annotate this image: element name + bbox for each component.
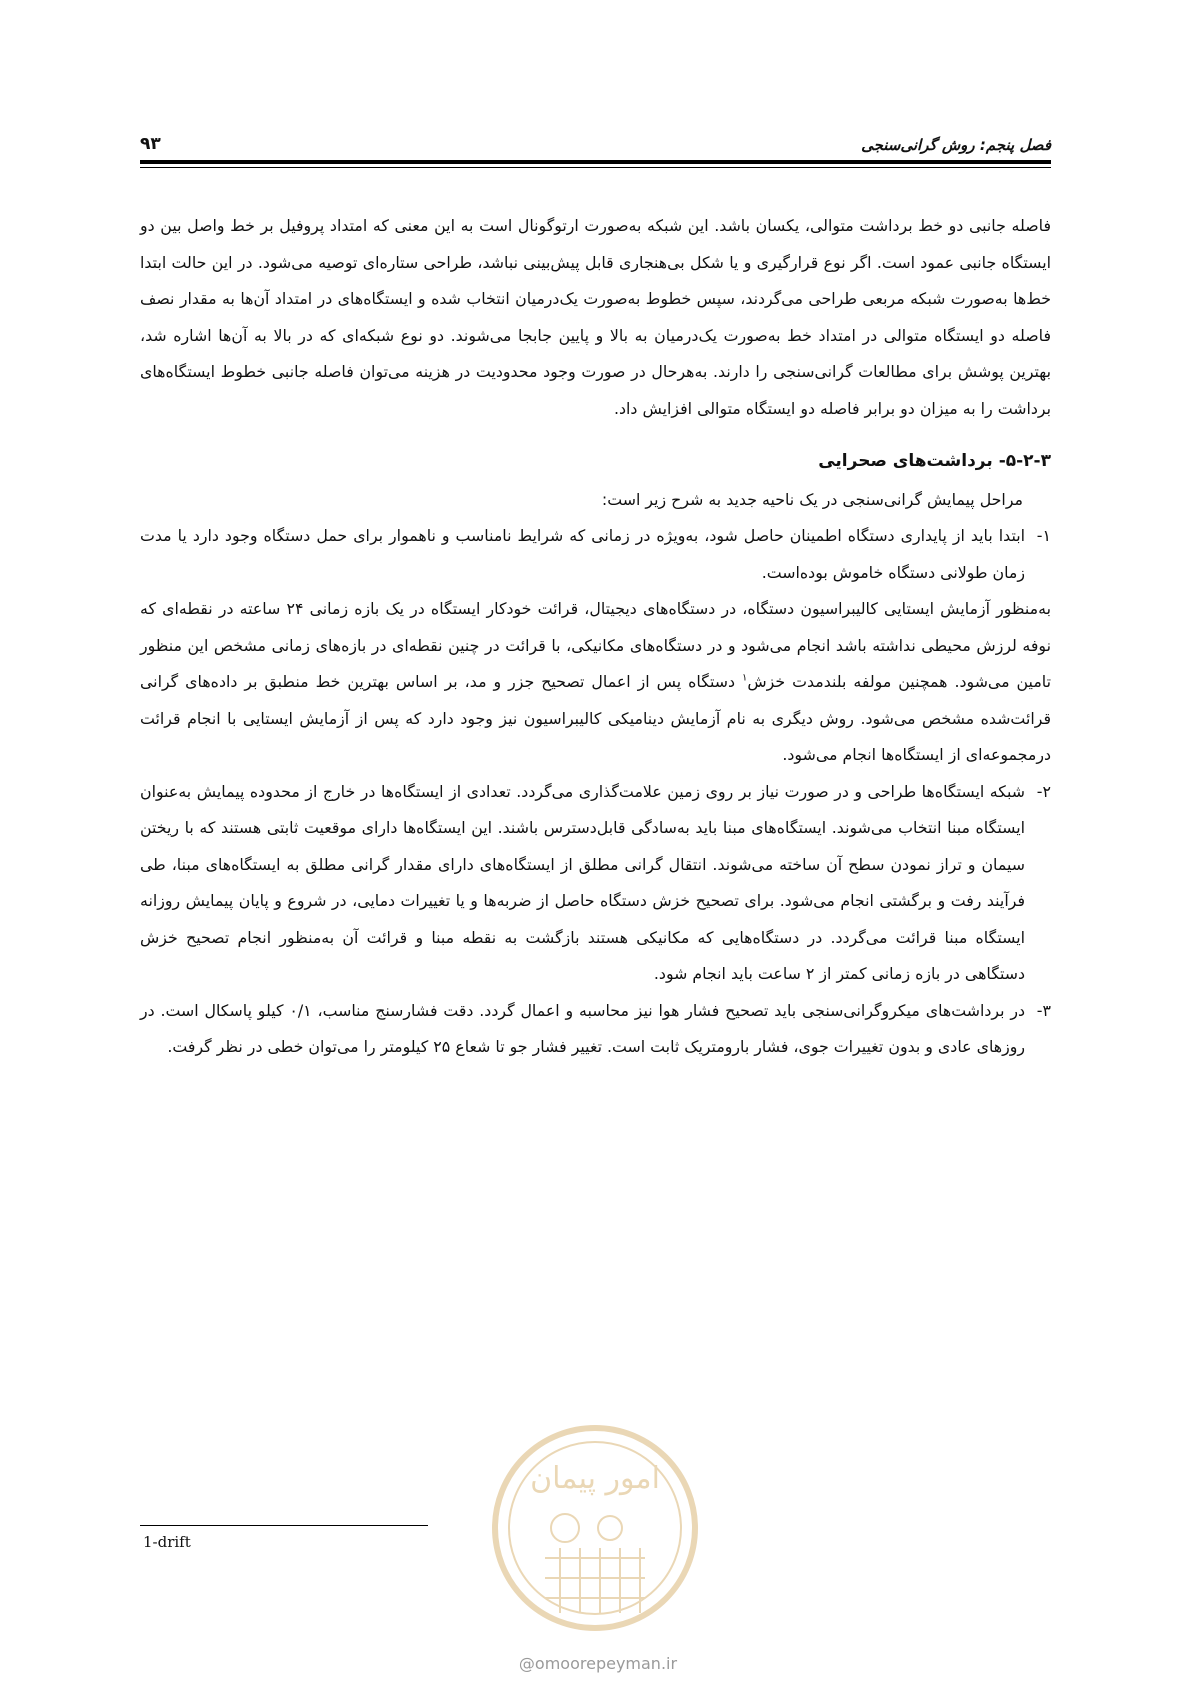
item-text: در برداشت‌های میکروگرانی‌سنجی باید تصحیح فشار هوا نیز محاسبه و اعمال گردد. دقت فشارسنج مناسب، ۰/۱ کیلو پاسکال است. در روزهای عادی و بدون تغییرات جوی، فشار بارومتریک ثابت است. تغییر فشار جو تا شعاع ۲۵ کیلومتر را می‌توان خطی در نظر گرفت. xyxy=(140,1000,1025,1056)
header-rule xyxy=(140,160,1051,168)
watermark-seal xyxy=(485,1418,705,1648)
item-number: ۲- xyxy=(1036,781,1051,801)
section-title: برداشت‌های صحرایی xyxy=(818,451,993,471)
section-intro: مراحل پیمایش گرانی‌سنجی در یک ناحیه جدید به شرح زیر است: xyxy=(601,489,1023,509)
section-heading xyxy=(140,443,1051,480)
item-text: ابتدا باید از پایداری دستگاه اطمینان حاصل شود، به‌ویژه در زمانی که شرایط نامناسب و ناهموار برای حمل دستگاه وجود دارد یا مدت زمان طولانی دستگاه خاموش بوده‌است. xyxy=(140,526,1025,582)
item-text: شبکه ایستگاه‌ها طراحی و در صورت نیاز بر روی زمین علامت‌گذاری می‌گردد. تعدادی از ایستگاه‌ها در خارج از محدوده پیمایش به‌عنوان ایستگاه مبنا انتخاب می‌شوند. ایستگاه‌های مبنا باید به‌سادگی قابل‌دسترس باشند. این ایستگاه‌ها دارای موقعیت ثابتی هستند که با ریختن سیمان و تراز نمودن سطح آن ساخته می‌شوند. انتقال گرانی مطلق از ایستگاه‌های دارای مقدار گرانی مطلق به ایستگاه‌های مبنا، طی فرآیند رفت و برگشتی انجام می‌شود. برای تصحیح خزش دستگاه حاصل از ضربه‌ها و یا تغییرات دمایی، در شروع و پایان پیمایش روزانه ایستگاه مبنا قرائت می‌گردد. در دستگاه‌هایی که مکانیکی هستند بازگشت به نقطه مبنا و قرائت آن به‌منظور انجام تصحیح خزش دستگاهی در بازه زمانی کمتر از ۲ ساعت باید انجام شود. xyxy=(140,781,1025,983)
section-number: ۵-۲-۳- xyxy=(998,451,1051,471)
page-header xyxy=(140,126,1051,154)
body-paragraph: فاصله جانبی دو خط برداشت متوالی، یکسان باشد. این شبکه به‌صورت ارتوگونال است به این معنی که امتداد پروفیل بر خط واصل بین دو ایستگاه جانبی عمود است. اگر نوع قرارگیری و یا شکل بی‌هنجاری قابل پیش‌بینی نباشد، طراحی ستاره‌ای توصیه می‌شود. در این حالت ابتدا خط‌ها به‌صورت شبکه مربعی طراحی می‌گردند، سپس خطوط به‌صورت یک‌درمیان انتخاب شده و ایستگاه‌های در امتداد آن‌ها به مقدار نصف فاصله دو ایستگاه متوالی در امتداد خط به‌صورت یک‌درمیان به بالا و پایین جابجا می‌شوند. دو نوع شبکه‌ای که در بالا به آن‌ها اشاره شد، بهترین پوشش برای مطالعات گرانی‌سنجی را دارند. به‌هرحال در صورت وجود محدودیت در هزینه می‌توان فاصله جانبی خطوط ایستگاه‌های برداشت را به میزان دو برابر فاصله دو ایستگاه متوالی افزایش داد. xyxy=(140,216,1051,418)
continuation-text-before: به‌منظور آزمایش ایستایی کالیبراسیون دستگاه، در دستگاه‌های دیجیتال، قرائت خودکار ایستگاه در یک بازه زمانی ۲۴ ساعته در نقطه‌ای که نوفه لرزش محیطی نداشته باشد انجام می‌شود و در دستگاه‌های مکانیکی، با قرائت در چنین نقطه‌ای در بازه‌های زمانی مشخص این منظور تامین می‌شود. همچنین مولفه بلندمدت خزش xyxy=(140,599,1051,691)
item-number: ۱- xyxy=(1036,526,1051,545)
list-item xyxy=(140,774,1051,993)
footnote-marker: ۱ xyxy=(742,672,748,684)
watermark-site: @omoorepeyman.ir xyxy=(518,1654,678,1673)
footnote-rule xyxy=(140,1525,428,1526)
item-continuation xyxy=(140,591,1051,774)
page-body xyxy=(140,208,1051,1066)
item-number: ۳- xyxy=(1036,1000,1051,1020)
list-item xyxy=(140,993,1051,1066)
continuation-text-after: دستگاه پس از اعمال تصحیح جزر و مد، بر اساس بهترین خط منطبق بر داده‌های گرانی قرائت‌شده مشخص می‌شود. روش دیگری به نام آزمایش دینامیکی کالیبراسیون نیز وجود دارد که پس از آزمایش ایستایی با انجام قرائت درمجموعه‌ای از ایستگاه‌ها انجام می‌شود. xyxy=(140,672,1051,764)
steps-list xyxy=(140,518,1051,1066)
chapter-title: فصل پنجم: روش گرانی‌سنجی xyxy=(861,136,1051,154)
seal-text: امور پیمان xyxy=(530,1461,660,1496)
footnote: 1-drift xyxy=(143,1533,191,1551)
list-item xyxy=(140,518,1051,591)
page-number: ۹۳ xyxy=(140,134,161,154)
